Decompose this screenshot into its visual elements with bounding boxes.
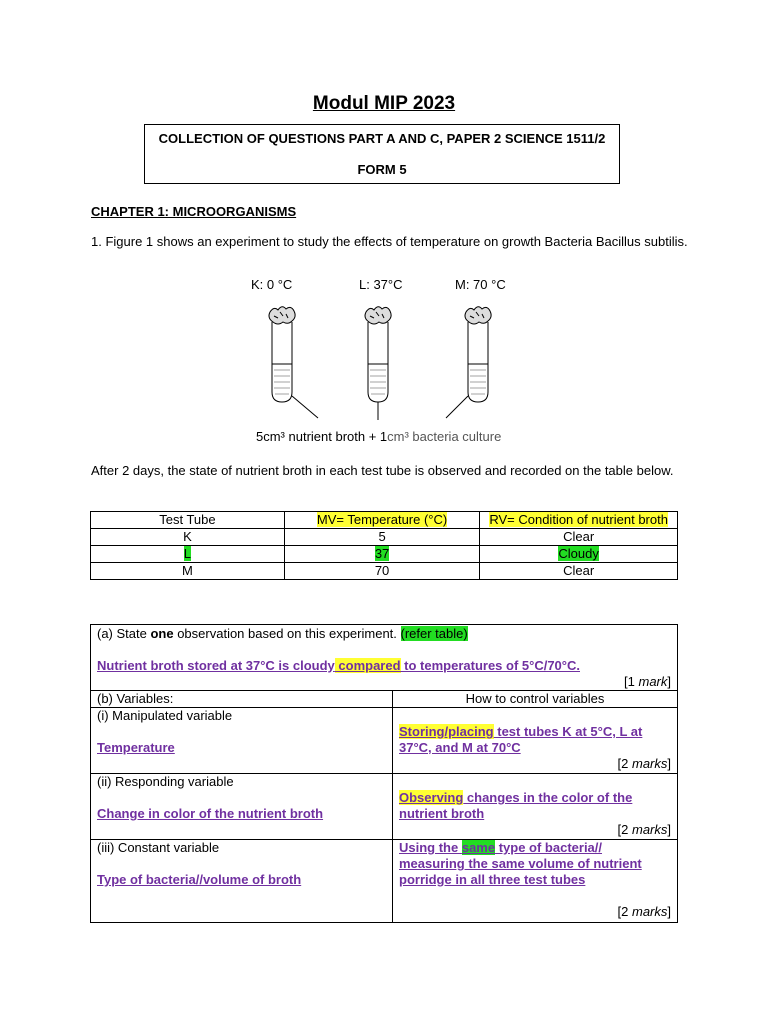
cv-label: (iii) Constant variable	[97, 840, 220, 855]
caption-part-b: cm³ bacteria culture	[387, 429, 502, 444]
cv-control-pre: Using the	[399, 840, 462, 855]
results-table	[90, 511, 678, 580]
part-a-q-bold: one	[150, 626, 174, 641]
collection-header-box	[144, 124, 620, 184]
cell-temperature	[284, 546, 479, 563]
mv-marks-value: 2	[621, 756, 629, 771]
rv-label: (ii) Responding variable	[97, 774, 234, 789]
part-a-answer-highlight: compared	[334, 658, 401, 673]
rv-control-cell	[393, 774, 678, 840]
marks-post: ]	[667, 674, 671, 689]
part-a-q-pre: (a) State	[97, 626, 151, 641]
cell-temperature-text: 37	[374, 546, 390, 561]
test-tube-k	[269, 307, 318, 418]
table-row	[91, 529, 678, 546]
marks-word: marks	[631, 822, 668, 837]
header-mv	[284, 512, 479, 529]
test-tube-m	[446, 307, 491, 418]
cell-tube: K	[91, 529, 285, 546]
caption-part-a: 5cm³ nutrient broth + 1	[256, 429, 388, 444]
cv-cell	[91, 840, 393, 923]
control-heading: How to control variables	[393, 691, 678, 708]
rv-marks-value: 2	[621, 822, 629, 837]
tube-label-l: L: 37°C	[359, 277, 403, 292]
cell-temperature: 5	[284, 529, 479, 546]
variables-header-row	[91, 691, 678, 708]
cell-condition-text: Cloudy	[558, 546, 599, 561]
mv-label: (i) Manipulated variable	[97, 708, 233, 723]
rv-answer: Change in color of the nutrient broth	[97, 806, 324, 821]
part-a-marks	[97, 674, 671, 690]
part-a-answer	[97, 658, 671, 674]
test-tubes-figure	[250, 300, 520, 425]
mv-control-cell	[393, 708, 678, 774]
part-a-cell	[91, 625, 678, 691]
cv-row	[91, 840, 678, 923]
rv-row	[91, 774, 678, 840]
rv-marks: [2 marks]	[617, 822, 671, 837]
cv-marks: [2 marks]	[617, 904, 671, 919]
rv-control-rest: changes in the color of the nutrient broth	[399, 790, 633, 821]
cv-marks-value: 2	[621, 904, 629, 919]
part-a-answer-2: to temperatures of 5°C/70°C.	[400, 658, 580, 673]
mv-row	[91, 708, 678, 774]
marks-word: marks	[631, 756, 668, 771]
part-a-hint: (refer table)	[400, 626, 468, 641]
rv-control-highlight: Observing	[399, 790, 464, 805]
marks-word: mark	[638, 674, 668, 689]
mv-control-highlight: Storing/placing	[399, 724, 494, 739]
cell-tube	[91, 546, 285, 563]
answer-table	[90, 624, 678, 923]
mv-marks: [2 marks]	[617, 756, 671, 771]
table-row	[91, 546, 678, 563]
rv-cell	[91, 774, 393, 840]
rv-control	[399, 790, 671, 822]
marks-pre: [1	[624, 674, 639, 689]
cell-condition: Clear	[480, 529, 678, 546]
marks-word: marks	[631, 904, 668, 919]
form-label: FORM 5	[357, 162, 407, 177]
cell-temperature: 70	[284, 563, 479, 580]
figure-caption	[256, 429, 501, 444]
cv-answer: Type of bacteria//volume of broth	[97, 872, 302, 887]
cv-control-cell	[393, 840, 678, 923]
test-tube-l	[365, 307, 391, 420]
part-a-answer-1: Nutrient broth stored at 37°C is cloudy	[97, 658, 335, 673]
header-rv-text: RV= Condition of nutrient broth	[489, 512, 668, 527]
part-a-row	[91, 625, 678, 691]
cv-control-rest: type of bacteria// measuring the same volume of nutrient porridge in all three test tubes	[399, 840, 642, 887]
mv-control	[399, 724, 671, 756]
observation-intro: After 2 days, the state of nutrient broth in each test tube is observed and recorded on the table below.	[91, 463, 674, 478]
header-rv	[480, 512, 678, 529]
cv-control	[399, 840, 671, 888]
tube-label-k: K: 0 °C	[251, 277, 293, 292]
header-mv-text: MV= Temperature (°C)	[316, 512, 448, 527]
mv-control-rest: test tubes K at 5°C, L at 37°C, and M at 70°C	[399, 724, 643, 755]
cell-condition	[480, 546, 678, 563]
question-intro: 1. Figure 1 shows an experiment to study the effects of temperature on growth Bacteria Bacillus subtilis.	[91, 234, 688, 249]
chapter-heading: CHAPTER 1: MICROORGANISMS	[91, 204, 297, 219]
cell-tube-text: L	[183, 546, 192, 561]
cv-control-highlight: same	[461, 840, 496, 855]
table-header-row	[91, 512, 678, 529]
table-row	[91, 563, 678, 580]
mv-answer: Temperature	[97, 740, 175, 755]
header-test-tube: Test Tube	[91, 512, 285, 529]
collection-title: COLLECTION OF QUESTIONS PART A AND C, PAPER 2 SCIENCE 1511/2	[158, 131, 606, 146]
cell-condition: Clear	[480, 563, 678, 580]
page-title: Modul MIP 2023	[312, 93, 456, 114]
mv-cell	[91, 708, 393, 774]
cell-tube: M	[91, 563, 285, 580]
part-a-q-post: observation based on this experiment.	[173, 626, 401, 641]
tube-label-m: M: 70 °C	[455, 277, 506, 292]
part-a-question	[97, 626, 671, 642]
variables-heading: (b) Variables:	[91, 691, 393, 708]
